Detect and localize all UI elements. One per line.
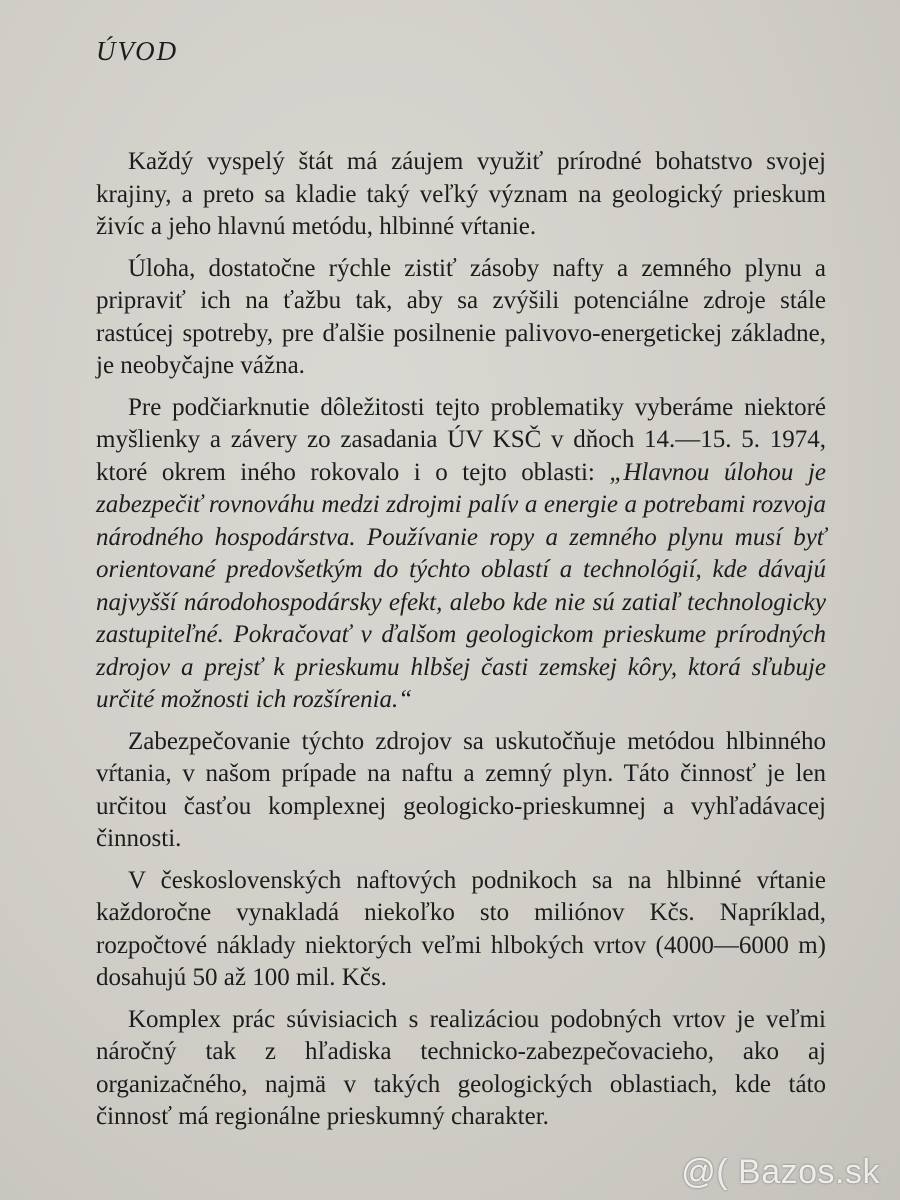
paragraph-3-text: Pre podčiarknutie dôležitosti tejto problematiky vyberáme niektoré myšlienky a závery zo zasadania ÚV KSČ v dňoch 14.—15. 5. 1974, ktoré okrem iného rokovalo i o tejto oblasti: [96, 393, 826, 486]
chapter-heading: ÚVOD [96, 36, 179, 66]
paragraph-3 [96, 392, 826, 717]
paragraph-5: V československých naftových podnikoch sa na hlbinné vŕtanie každoročne vynakladá niekoľko sto miliónov Kčs. Napríklad, rozpočtové náklady niektorých veľmi hlbokých vrtov (4000—6000 m) dosahujú 50 až 100 mil. Kčs. [96, 866, 826, 991]
paragraph-1: Každý vyspelý štát má záujem využiť prírodné bohatstvo svojej krajiny, a preto sa kladie taký veľký význam na geologický prieskum živíc a jeho hlavnú metódu, hlbinné vŕtanie. [96, 148, 826, 240]
paragraph-4: Zabezpečovanie týchto zdrojov sa uskutočňuje metódou hlbinného vŕtania, v našom prípade na naftu a zemný plyn. Táto činnosť je len určitou časťou komplexnej geologicko-prieskumnej a vyhľadávacej činnosti. [96, 727, 826, 852]
chapter-body [96, 146, 826, 1143]
paragraph-2: Úloha, dostatočne rýchle zistiť zásoby nafty a zemného plynu a pripraviť ich na ťažbu tak, aby sa zvýšili potenciálne zdroje stále rastúcej spotreby, pre ďalšie posilnenie palivovo-energetickej základne, je neobyčajne vážna. [96, 254, 826, 379]
paragraph-3-quote: „Hlavnou úlohou je zabezpečiť rovnováhu medzi zdrojmi palív a energie a potrebami rozvoja národného hospodárstva. Používanie ropy a zemného plynu musí byť orientované predovšetkým do týchto oblastí a technológií, kde dávajú najvyšší národohospodársky efekt, alebo kde nie sú zatiaľ technologicky zastupiteľné. Pokračovať v ďalšom geologickom prieskume prírodných zdrojov a prejsť k prieskumu hlbšej časti zemskej kôry, ktorá sľubuje určité možnosti ich rozšírenia.“ [96, 458, 826, 713]
paragraph-6: Komplex prác súvisiacich s realizáciou podobných vrtov je veľmi náročný tak z hľadiska technicko-zabezpečovacieho, ako aj organizačného, najmä v takých geologických oblastiach, kde táto činnosť má regionálne prieskumný charakter. [96, 1005, 826, 1130]
bazos-watermark: @( Bazos.sk [681, 1153, 880, 1191]
